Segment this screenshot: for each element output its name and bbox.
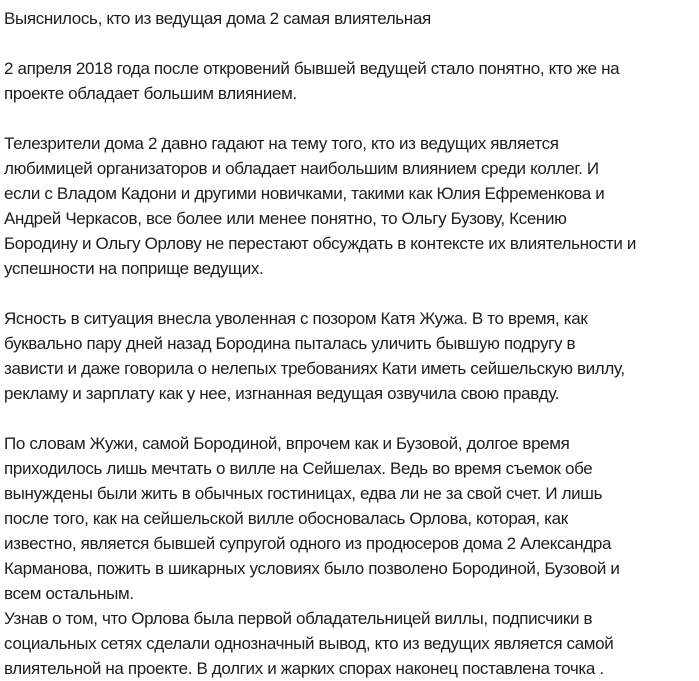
paragraph-3 <box>4 306 699 406</box>
paragraph-gap <box>4 281 699 306</box>
text-line: По словам Жужи, самой Бородиной, впрочем как и Бузовой, долгое время <box>4 434 570 453</box>
text-line: Карманова, пожить в шикарных условиях было позволено Бородиной, Бузовой и <box>4 559 620 578</box>
text-line: вынуждены были жить в обычных гостиницах, едва ли не за свой счет. И лишь <box>4 484 603 503</box>
paragraph-gap <box>4 31 699 56</box>
text-line: социальных сетях сделали однозначный вывод, кто из ведущих является самой <box>4 634 614 653</box>
article-title: Выяснилось, кто из ведущая дома 2 самая влиятельная <box>4 9 431 28</box>
text-line: Бородину и Ольгу Орлову не перестают обсуждать в контексте их влиятельности и <box>4 234 636 253</box>
text-line: 2 апреля 2018 года после откровений бывшей ведущей стало понятно, кто же на <box>4 59 620 78</box>
paragraph-2 <box>4 131 699 281</box>
text-line: приходилось лишь мечтать о вилле на Сейшелах. Ведь во время съемок обе <box>4 459 593 478</box>
text-line: Андрей Черкасов, все более или менее понятно, то Ольгу Бузову, Ксению <box>4 209 567 228</box>
text-line: влиятельной на проекте. В долгих и жарких спорах наконец поставлена точка . <box>4 659 604 678</box>
text-line: любимицей организаторов и обладает наибольшим влиянием среди коллег. И <box>4 159 599 178</box>
text-line: зависти и даже говорила о нелепых требованиях Кати иметь сейшельскую виллу, <box>4 359 625 378</box>
text-line: проекте обладает большим влиянием. <box>4 84 297 103</box>
paragraph-gap <box>4 106 699 131</box>
text-line: Узнав о том, что Орлова была первой обладательницей виллы, подписчики в <box>4 609 593 628</box>
text-line: буквально пару дней назад Бородина пыталась уличить бывшую подругу в <box>4 334 576 353</box>
paragraph-gap <box>4 406 699 431</box>
text-line: если с Владом Кадони и другими новичками, такими как Юлия Ефременкова и <box>4 184 605 203</box>
text-line: Телезрители дома 2 давно гадают на тему того, кто из ведущих является <box>4 134 559 153</box>
text-line: рекламу и зарплату как у нее, изгнанная ведущая озвучила свою правду. <box>4 384 560 403</box>
text-line: всем остальным. <box>4 584 134 603</box>
text-line: Ясность в ситуация внесла уволенная с позором Катя Жужа. В то время, как <box>4 309 588 328</box>
paragraph-4 <box>4 431 699 681</box>
paragraph-1 <box>4 56 699 106</box>
text-line: успешности на поприще ведущих. <box>4 259 264 278</box>
text-line: известно, является бывшей супругой одного из продюсеров дома 2 Александра <box>4 534 612 553</box>
text-line: после того, как на сейшельской вилле обосновалась Орлова, которая, как <box>4 509 568 528</box>
